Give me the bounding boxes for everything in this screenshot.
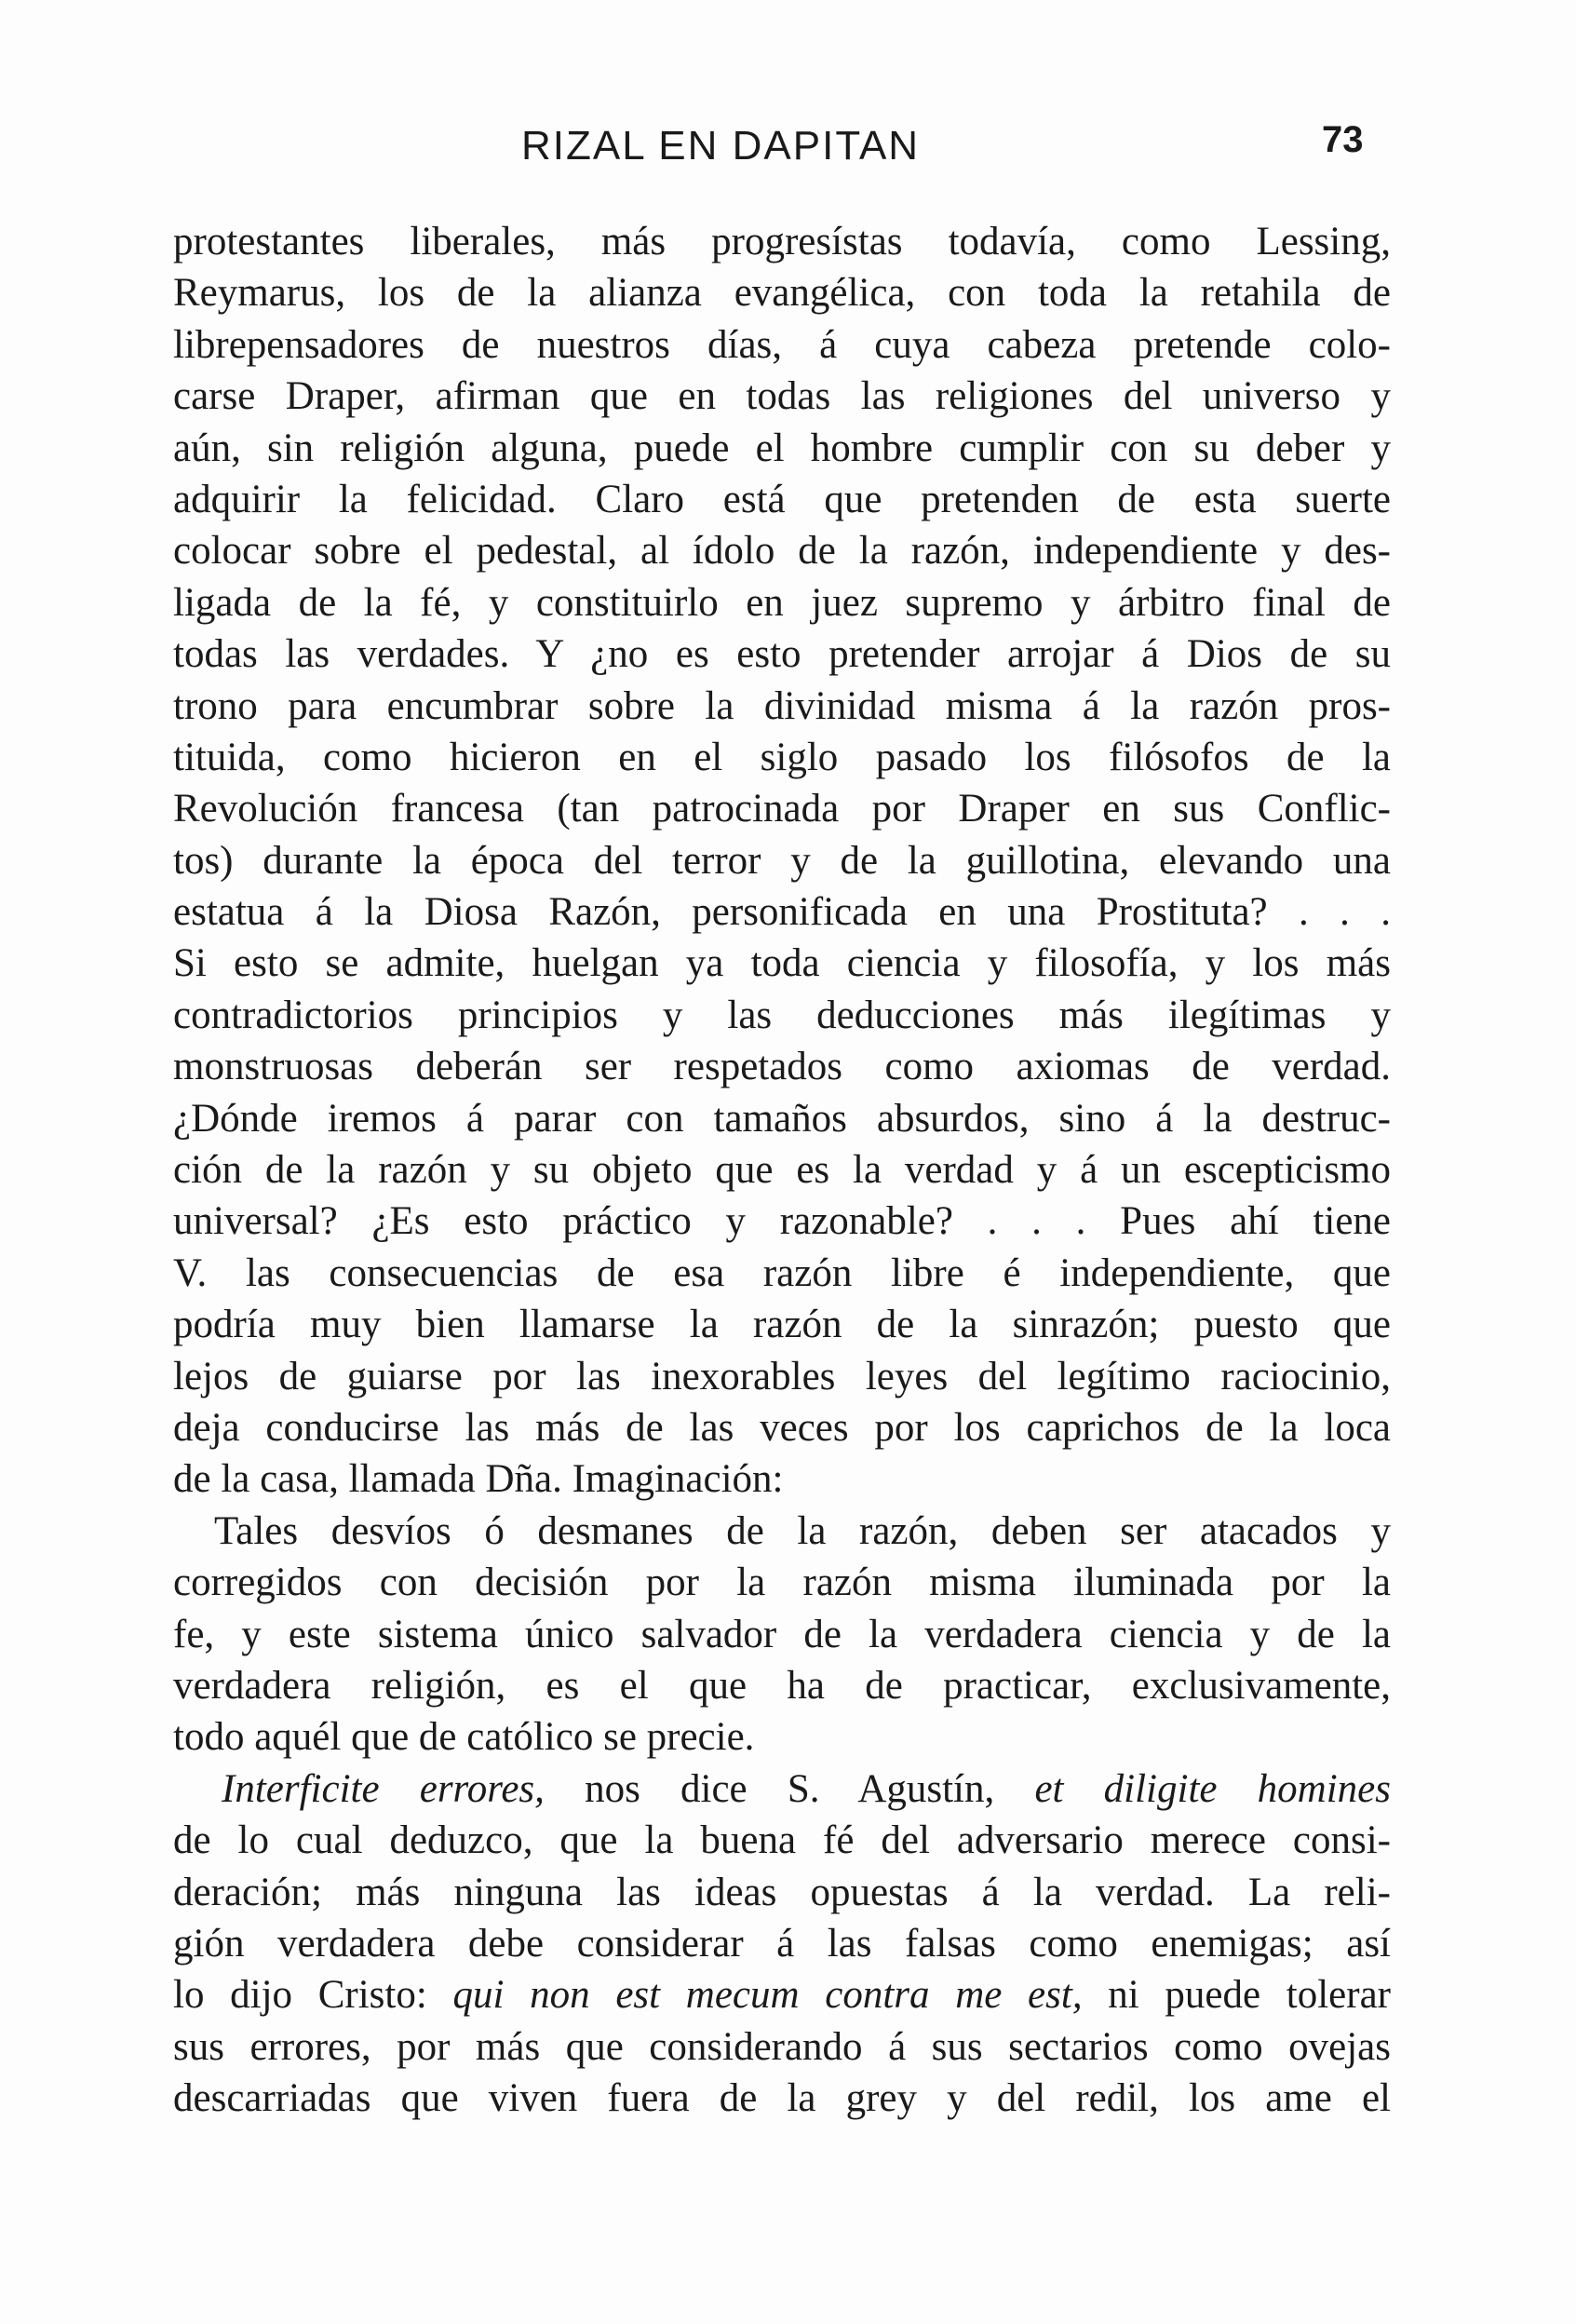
text-line bbox=[173, 1969, 1391, 2020]
text-line: fe, y este sistema único salvador de la verdadera ciencia y de la bbox=[173, 1612, 1391, 1656]
body-text bbox=[173, 216, 1391, 2124]
text-run: ni puede tolerar bbox=[1082, 1973, 1391, 2018]
text-line: Tales desvíos ó desmanes de la razón, deben ser atacados y bbox=[214, 1508, 1391, 1553]
text-line: carse Draper, afirman que en todas las religiones del universo y bbox=[173, 374, 1391, 419]
text-line: Revolución francesa (tan patrocinada por Draper en sus Conflic- bbox=[173, 787, 1391, 831]
text-line: deración; más ninguna las ideas opuestas á la verdad. La reli- bbox=[173, 1870, 1391, 1914]
text-line: sus errores, por más que considerando á sus sectarios como ovejas bbox=[173, 2024, 1391, 2069]
text-line: aún, sin religión alguna, puede el hombre cumplir con su deber y bbox=[173, 426, 1391, 470]
text-line bbox=[173, 1763, 1391, 1815]
text-line: protestantes liberales, más progresístas todavía, como Lessing, bbox=[173, 220, 1391, 263]
latin-quote: qui non est mecum contra me est, bbox=[452, 1973, 1083, 2018]
text-line: deja conducirse las más de las veces por los caprichos de la loca bbox=[173, 1405, 1391, 1450]
text-line: tituida, como hicieron en el siglo pasado los filósofos de la bbox=[173, 735, 1391, 779]
text-line: estatua á la Diosa Razón, personificada en una Prostituta? . . . bbox=[173, 890, 1391, 935]
text-line: ligada de la fé, y constituirlo en juez supremo y árbitro final de bbox=[173, 580, 1391, 625]
text-line: verdadera religión, es el que ha de practicar, exclusivamente, bbox=[173, 1663, 1391, 1708]
text-run: nos dice S. Agustín, bbox=[544, 1766, 1035, 1811]
text-line: V. las consecuencias de esa razón libre é independiente, que bbox=[173, 1250, 1391, 1295]
text-line: adquirir la felicidad. Claro está que pretenden de esta suerte bbox=[173, 477, 1391, 521]
text-line: Si esto se admite, huelgan ya toda ciencia y filosofía, y los más bbox=[173, 941, 1391, 986]
text-line: todas las verdades. Y ¿no es esto pretender arrojar á Dios de su bbox=[173, 632, 1391, 677]
text-line: universal? ¿Es esto práctico y razonable? . . . Pues ahí tiene bbox=[173, 1199, 1391, 1244]
text-line: librepensadores de nuestros días, á cuya cabeza pretende colo- bbox=[173, 322, 1391, 367]
text-line: todo aquél que de católico se precie. bbox=[173, 1715, 755, 1760]
text-line: gión verdadera debe considerar á las falsas como enemigas; así bbox=[173, 1921, 1391, 1966]
text-line: monstruosas deberán ser respetados como axiomas de verdad. bbox=[173, 1045, 1391, 1089]
text-line: ¿Dónde iremos á parar con tamaños absurdos, sino á la destruc- bbox=[173, 1096, 1391, 1141]
text-line: tos) durante la época del terror y de la guillotina, elevando una bbox=[173, 838, 1391, 883]
text-line: corregidos con decisión por la razón misma iluminada por la bbox=[173, 1561, 1391, 1605]
text-line: colocar sobre el pedestal, al ídolo de la razón, independiente y des- bbox=[173, 529, 1391, 574]
text-line: podría muy bien llamarse la razón de la sinrazón; puesto que bbox=[173, 1303, 1391, 1347]
text-line: trono para encumbrar sobre la divinidad misma á la razón pros- bbox=[173, 683, 1391, 728]
text-line: Reymarus, los de la alianza evangélica, con toda la retahila de bbox=[173, 271, 1391, 316]
text-line: descarriadas que viven fuera de la grey y del redil, los ame el bbox=[173, 2076, 1391, 2121]
text-line: de lo cual deduzco, que la buena fé del adversario merece consi- bbox=[173, 1818, 1391, 1863]
running-title: RIZAL EN DAPITAN bbox=[521, 123, 921, 169]
page-number: 73 bbox=[1322, 119, 1364, 160]
text-line: contradictorios principios y las deducciones más ilegítimas y bbox=[173, 993, 1391, 1037]
latin-quote: et diligite homines bbox=[1034, 1766, 1391, 1811]
latin-quote: Interficite errores, bbox=[222, 1766, 545, 1811]
running-head bbox=[0, 119, 1576, 179]
text-line: ción de la razón y su objeto que es la verdad y á un escepticismo bbox=[173, 1148, 1391, 1193]
text-line: de la casa, llamada Dña. Imaginación: bbox=[173, 1457, 784, 1502]
text-line: lejos de guiarse por las inexorables leyes del legítimo raciocinio, bbox=[173, 1354, 1391, 1398]
text-run: lo dijo Cristo: bbox=[173, 1973, 453, 2018]
